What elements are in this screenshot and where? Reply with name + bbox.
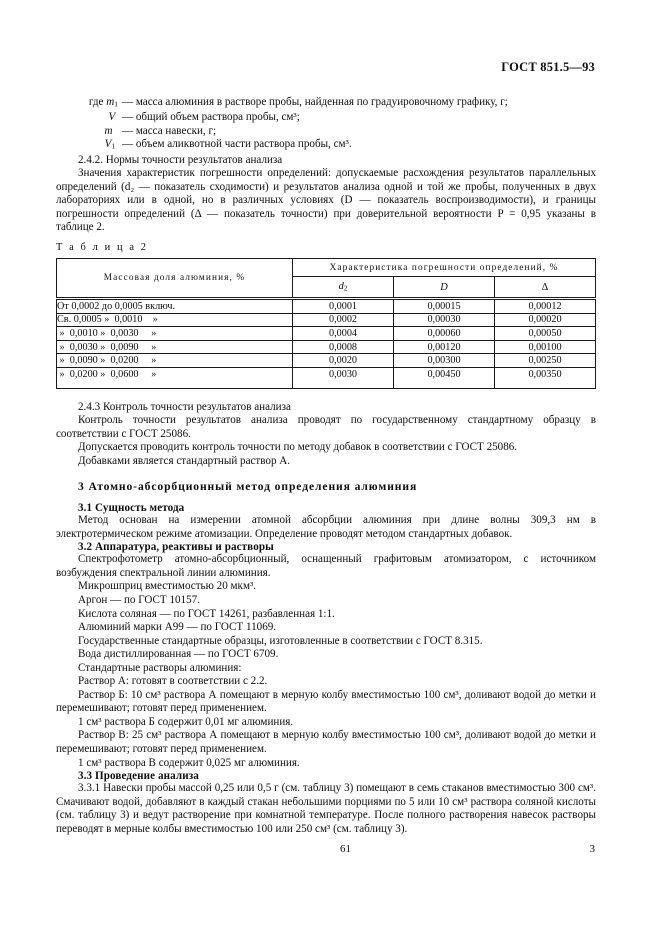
paragraph-2-4-3-2: Допускается проводить контроль точности по методу добавок в соответствии с ГОСТ 25086.	[78, 441, 518, 454]
table-cell-d2: 0,0008	[293, 340, 394, 354]
paragraph-2-4-3-1: Контроль точности результатов анализа проводят по государственному стандартному образцу в соответствии с ГОСТ 25086.	[56, 414, 596, 440]
heading-2-4-3: 2.4.3 Контроль точности результатов анализа	[78, 400, 291, 413]
legend-row	[56, 125, 596, 139]
table-2-label: Т а б л и ц а 2	[56, 241, 149, 253]
legend-symbol: $V_1$	[104, 138, 116, 152]
legend-symbol: m	[104, 124, 113, 137]
page-content	[56, 96, 596, 836]
table-cell-delta: 0,00020	[495, 313, 596, 327]
table-2	[56, 258, 596, 389]
table-cell-D: 0,00030	[394, 313, 495, 327]
paragraph-3-2-9: Раствор А: готовят в соответствии с 2.2.	[78, 675, 268, 688]
table-2-body	[57, 298, 596, 388]
table-cell-range: Св. 0,0005 » 0,0010 »	[57, 313, 293, 327]
table-row	[57, 313, 596, 327]
paragraph-3-2-5: Алюминий марки А99 — по ГОСТ 11069.	[78, 621, 277, 634]
paragraph-3-2-11: 1 см³ раствора Б содержит 0,01 мг алюминия.	[78, 715, 294, 728]
table-cell-D: 0,00060	[394, 327, 495, 341]
table-row	[57, 367, 596, 388]
legend-symbol: где $m_1$	[88, 96, 118, 109]
table-cell-D: 0,00120	[394, 340, 495, 354]
table-cell-d2: 0,0030	[293, 367, 394, 388]
legend-definition: — общий объем раствора пробы, см³;	[122, 111, 300, 124]
paragraph-3-2-12: Раствор В: 25 см³ раствора А помещают в мерную колбу вместимостью 100 см³, доливают водой до метки и перемешивают; готовят перед применением.	[56, 729, 596, 756]
legend-definition: — масса алюминия в растворе пробы, найденная по градуировочному графику, г;	[122, 96, 508, 108]
paragraph-3-2-10: Раствор Б: 10 см³ раствора А помещают в мерную колбу вместимостью 100 см³, доливают водой до метки и перемешивают; готовят перед применением.	[56, 688, 596, 715]
heading-3-3: 3.3 Проведение анализа	[78, 770, 199, 783]
table-2-col-header-mass-fraction: Массовая доля алюминия, %	[57, 258, 293, 298]
paragraph-3-2-13: 1 см³ раствора В содержит 0,025 мг алюминия.	[78, 756, 300, 769]
legend-definition: — объем аликвотной части раствора пробы, см³.	[122, 138, 352, 151]
paragraph-3-2-2: Микрошприц вместимостью 20 мкм³.	[78, 580, 257, 593]
table-cell-delta: 0,00350	[495, 367, 596, 388]
table-row	[57, 298, 596, 313]
legend-row	[56, 96, 596, 111]
table-2-col-header-D: D	[394, 277, 495, 299]
table-cell-D: 0,00450	[394, 367, 495, 388]
heading-section-3: 3 Атомно-абсорбционный метод определения алюминия	[78, 480, 418, 494]
paragraph-3-2-7: Вода дистиллированная — по ГОСТ 6709.	[78, 648, 279, 661]
table-cell-d2: 0,0020	[293, 354, 394, 368]
paragraph-2-4-2: Значения характеристик погрешности определений: допускаемые расхождения результатов параллельных определений (d₂ — показатель сходимости) и результатов анализа одной и той же пробы, полученных в двух лабораториях или в одной, но в различных условиях (D — показатель воспроизводимости), и границы погрешности определений (Δ — показатель точности) при доверительной вероятности P = 0,95 указаны в таблице 2.	[56, 167, 596, 234]
heading-3-1: 3.1 Сущность метода	[78, 502, 185, 515]
paragraph-3-2-8: Стандартные растворы алюминия:	[78, 661, 242, 674]
table-cell-delta: 0,00250	[495, 354, 596, 368]
table-cell-range: » 0,0010 » 0,0030 »	[57, 327, 293, 341]
table-cell-delta: 0,00100	[495, 340, 596, 354]
table-2-col-header-delta: Δ	[495, 277, 596, 299]
table-cell-range: » 0,0030 » 0,0090 »	[57, 340, 293, 354]
heading-3-2: 3.2 Аппаратура, реактивы и растворы	[78, 541, 274, 554]
table-cell-D: 0,00015	[394, 298, 495, 313]
table-2-header-row-1	[57, 258, 596, 276]
paragraph-3-3-1: 3.3.1 Навески пробы массой 0,25 или 0,5 г (см. таблицу 3) помещают в семь стаканов вместимостью 300 см³. Смачивают водой, добавляют в каждый стакан небольшими порциями по 5 или 10 см³ раствора соляной кислоты (см. таблицу 3) и ведут растворение при комнатной температуре. После полного растворения навесок растворы переводят в мерные колбы вместимостью 100 или 250 см³ (см. таблицу 3).	[56, 782, 596, 835]
legend-row	[56, 138, 596, 153]
paragraph-3-1-1: Метод основан на измерении атомной абсорбции алюминия при длине волны 309,3 нм в электротермическом режиме атомизации. Определение проводят методом стандартных добавок.	[56, 514, 596, 540]
table-cell-range: » 0,0200 » 0,0600 »	[57, 367, 293, 388]
footer-page-number-center: 61	[340, 843, 351, 855]
legend-symbol: V	[108, 111, 116, 124]
formula-legend	[56, 96, 596, 154]
paragraph-3-2-6: Государственные стандартные образцы, изготовленные в соответствии с ГОСТ 8.315.	[78, 634, 483, 647]
table-cell-delta: 0,00050	[495, 327, 596, 341]
paragraph-3-2-4: Кислота соляная — по ГОСТ 14261, разбавленная 1:1.	[78, 607, 335, 620]
table-2-head	[57, 258, 596, 298]
paragraph-3-2-3: Аргон — по ГОСТ 10157.	[78, 594, 200, 606]
paragraph-3-2-1: Спектрофотометр атомно-абсорбционный, оснащенный графитовым атомизатором, с источником возбуждения спектральной линии алюминия.	[56, 553, 596, 579]
table-cell-delta: 0,00012	[495, 298, 596, 313]
table-row	[57, 354, 596, 368]
paragraph-2-4-3-3: Добавками является стандартный раствор А.	[78, 454, 291, 467]
heading-2-4-2: 2.4.2. Нормы точности результатов анализа	[78, 153, 283, 166]
table-2-col-header-d2: $d_2$	[293, 277, 394, 299]
table-row	[57, 340, 596, 354]
table-cell-d2: 0,0001	[293, 298, 394, 313]
legend-definition: — масса навески, г;	[122, 124, 217, 137]
footer-page-number-right: 3	[589, 843, 595, 855]
table-cell-D: 0,00300	[394, 354, 495, 368]
table-cell-range: От 0,0002 до 0,0005 включ.	[57, 298, 293, 313]
table-cell-d2: 0,0004	[293, 327, 394, 341]
table-cell-d2: 0,0002	[293, 313, 394, 327]
table-2-col-header-group: Характеристика погрешности определений, %	[293, 258, 596, 276]
running-head: ГОСТ 851.5—93	[501, 60, 595, 74]
table-row	[57, 327, 596, 341]
legend-row	[56, 111, 596, 125]
table-cell-range: » 0,0090 » 0,0200 »	[57, 354, 293, 368]
